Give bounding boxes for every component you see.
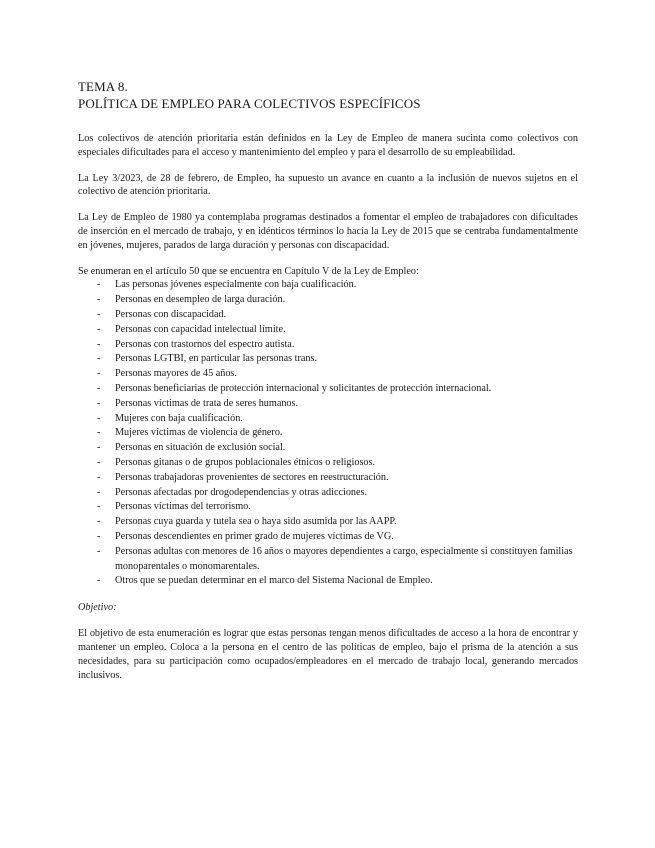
list-item-text: Otros que se puedan determinar en el marco del Sistema Nacional de Empleo. — [115, 575, 433, 587]
list-item-text: Personas descendientes en primer grado de mujeres víctimas de VG. — [115, 530, 394, 542]
list-bullet-dash: - — [97, 353, 101, 365]
list-item-text: Mujeres víctimas de violencia de género. — [115, 427, 283, 439]
list-bullet-dash: - — [97, 575, 101, 587]
list-item — [78, 367, 578, 382]
list-bullet-dash: - — [97, 412, 101, 424]
list-item — [78, 574, 578, 589]
list-bullet-dash: - — [97, 427, 101, 439]
list-item-text: Personas mayores de 45 años. — [115, 368, 237, 380]
list-item-text: Personas LGTBI, en particular las personas trans. — [115, 353, 317, 365]
list-bullet-dash: - — [97, 501, 101, 513]
list-item — [78, 412, 578, 427]
list-bullet-dash: - — [97, 442, 101, 454]
list-bullet-dash: - — [97, 382, 101, 394]
list-bullet-dash: - — [97, 397, 101, 409]
list-bullet-dash: - — [97, 338, 101, 350]
list-bullet-dash: - — [97, 530, 101, 542]
list-bullet-dash: - — [97, 368, 101, 380]
list-bullet-dash: - — [97, 279, 101, 291]
list-bullet-dash: - — [97, 486, 101, 498]
paragraph-ley-1980: La Ley de Empleo de 1980 ya contemplaba programas destinados a fomentar el empleo de trabajadores con dificultades de inserción en el mercado de trabajo, y en idénticos términos lo hacía la Ley de 2015 que se centraba fundamentalmente en jóvenes, mujeres, parados de larga duración y personas con discapacidad. — [78, 212, 578, 251]
list-item-text: Personas en desempleo de larga duración. — [115, 294, 286, 306]
list-bullet-dash: - — [97, 323, 101, 335]
list-item — [78, 352, 578, 367]
list-item-text: Personas con capacidad intelectual límite. — [115, 323, 286, 335]
list-bullet-dash: - — [97, 308, 101, 320]
list-item — [78, 278, 578, 293]
list-item — [78, 515, 578, 530]
list-item-text: Personas víctimas del terrorismo. — [115, 501, 251, 513]
list-item — [78, 530, 578, 545]
paragraph-ley-2023: La Ley 3/2023, de 28 de febrero, de Empleo, ha supuesto un avance en cuanto a la inclusión de nuevos sujetos en el colectivo de atención prioritaria. — [78, 172, 578, 198]
list-item-text: Personas beneficiarias de protección internacional y solicitantes de protección internacional. — [115, 382, 492, 394]
paragraph-definition: Los colectivos de atención prioritaria están definidos en la Ley de Empleo de manera sucinta como colectivos con especiales dificultades para el acceso y mantenimiento del empleo y para el desarrollo de su empleabilidad. — [78, 133, 578, 158]
document-title: TEMA 8. — [78, 79, 128, 94]
list-item — [78, 338, 578, 353]
list-item-text: Personas adultas con menores de 16 años o mayores dependientes a cargo, especialmente si constituyen familias monoparentales o monomarentales. — [115, 545, 573, 572]
list-item — [78, 323, 578, 338]
list-intro: Se enumeran en el artículo 50 que se encuentra en Capítulo V de la Ley de Empleo: — [78, 265, 419, 277]
collective-list — [78, 278, 578, 589]
list-item — [78, 426, 578, 441]
list-bullet-dash: - — [97, 471, 101, 483]
list-item-text: Las personas jóvenes especialmente con baja cualificación. — [115, 279, 357, 291]
list-item — [78, 471, 578, 486]
list-item-text: Personas con discapacidad. — [115, 308, 227, 320]
list-item-text: Mujeres con baja cualificación. — [115, 412, 243, 424]
document-page — [78, 78, 578, 682]
objective-text: El objetivo de esta enumeración es lograr que estas personas tengan menos dificultades de acceso a la hora de encontrar y mantener un empleo. Coloca a la persona en el centro de las políticas de empleo, bajo el prisma de la atención a sus necesidades, para su participación como ocupados/empleadores en el mercado de trabajo local, generando mercados inclusivos. — [78, 628, 578, 681]
list-item — [78, 456, 578, 471]
list-item-text: Personas víctimas de trata de seres humanos. — [115, 397, 299, 409]
list-item — [78, 308, 578, 323]
list-bullet-dash: - — [97, 516, 101, 528]
list-item — [78, 545, 578, 575]
document-subtitle: POLÍTICA DE EMPLEO PARA COLECTIVOS ESPECÍFICOS — [78, 96, 421, 111]
list-item — [78, 382, 578, 397]
list-bullet-dash: - — [97, 545, 101, 557]
list-item-text: Personas gitanas o de grupos poblacionales étnicos o religiosos. — [115, 456, 376, 468]
list-item — [78, 397, 578, 412]
list-item-text: Personas en situación de exclusión social. — [115, 442, 286, 454]
list-item-text: Personas cuya guarda y tutela sea o haya sido asumida por las AAPP. — [115, 516, 397, 528]
list-item — [78, 293, 578, 308]
list-item-text: Personas afectadas por drogodependencias y otras adicciones. — [115, 486, 368, 498]
list-item — [78, 441, 578, 456]
list-item — [78, 500, 578, 515]
objective-heading: Objetivo: — [78, 602, 117, 614]
list-item — [78, 486, 578, 501]
list-item-text: Personas trabajadoras provenientes de sectores en reestructuración. — [115, 471, 389, 483]
list-bullet-dash: - — [97, 456, 101, 468]
list-item-text: Personas con trastornos del espectro autista. — [115, 338, 295, 350]
list-bullet-dash: - — [97, 294, 101, 306]
